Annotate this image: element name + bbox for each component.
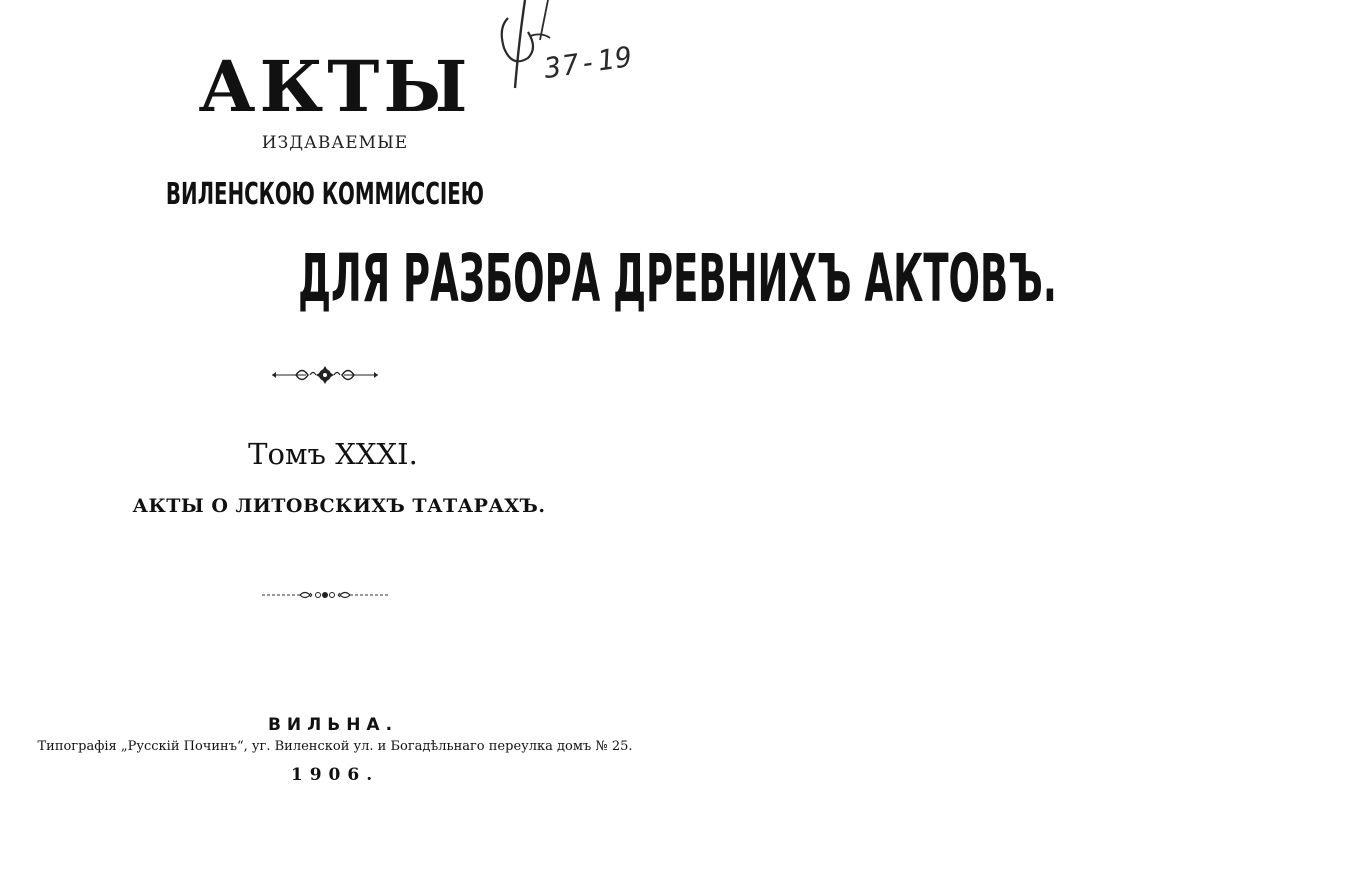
ornament-divider-top bbox=[0, 364, 650, 390]
purpose-line: ДЛЯ РАЗБОРА ДРЕВНИХЪ АКТОВЪ. bbox=[298, 240, 1057, 317]
imprint-printer: Типографія „Русскій Починъ“, уг. Виленской ул. и Богадѣльнаго переулка домъ № 25. bbox=[37, 739, 633, 754]
purpose-line-container bbox=[0, 240, 1057, 317]
rule-ornament-icon bbox=[260, 588, 390, 602]
imprint-year: 1906. bbox=[290, 765, 380, 785]
volume-number: Томъ XXXI. bbox=[248, 437, 418, 471]
floral-ornament-icon bbox=[270, 364, 380, 386]
book-title: АКТЫ bbox=[198, 45, 472, 128]
volume-title: АКТЫ О ЛИТОВСКИХЪ ТАТАРАХЪ. bbox=[132, 495, 546, 517]
ornament-divider-bottom bbox=[0, 587, 650, 606]
publisher-line-container bbox=[0, 177, 650, 212]
stamp-shelfmark: 37-19 bbox=[542, 39, 636, 86]
subtitle-issued: ИЗДАВАЕМЫЕ bbox=[261, 133, 409, 153]
imprint-city: ВИЛЬНА. bbox=[267, 715, 399, 735]
publisher-line: ВИЛЕНСКОЮ КОММИССІЕЮ bbox=[165, 177, 485, 212]
